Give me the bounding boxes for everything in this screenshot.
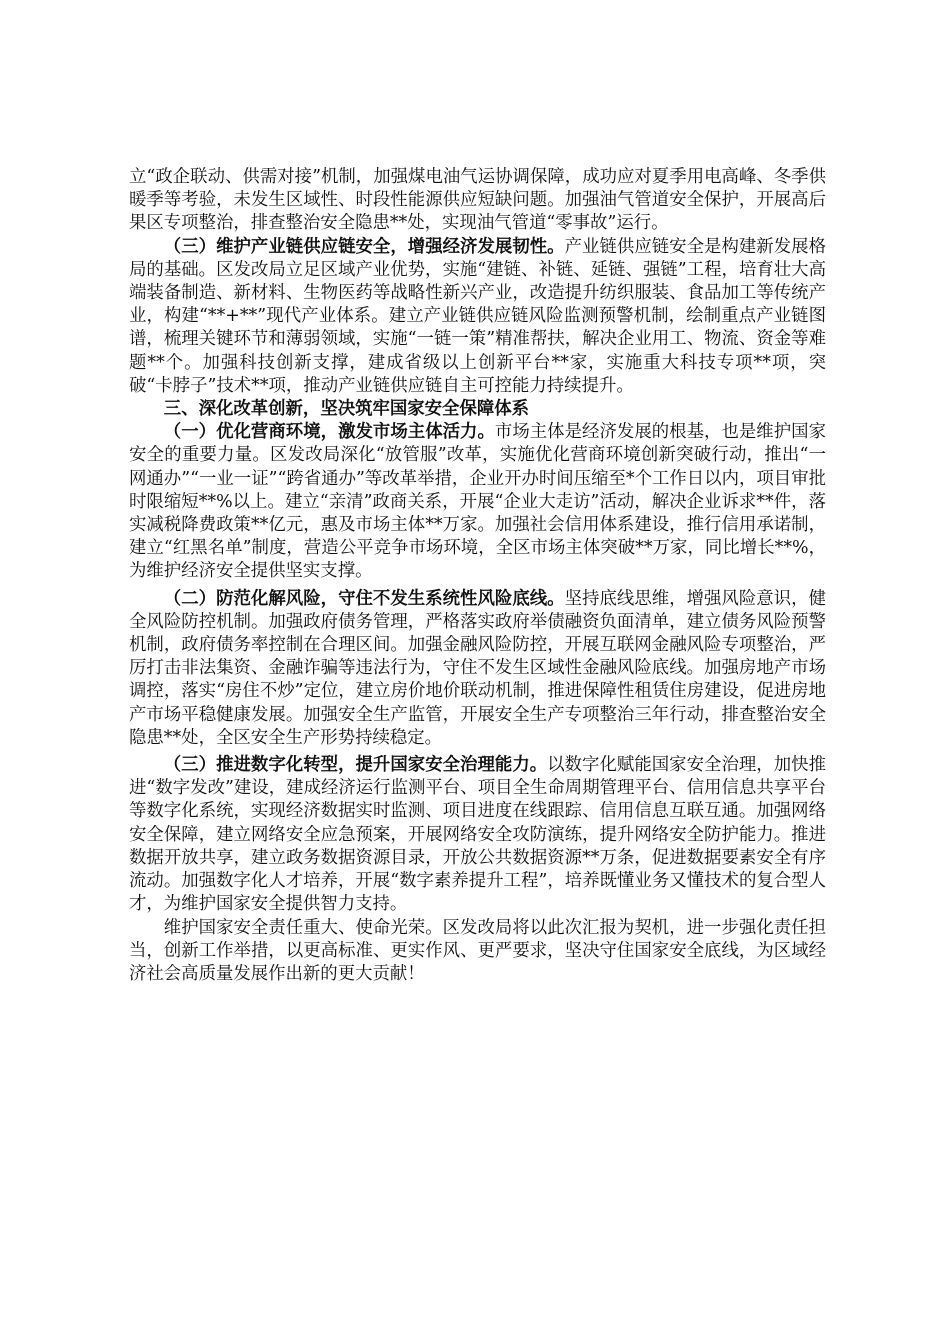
paragraph-text: 维护国家安全责任重大、使命光荣。区发改局将以此次汇报为契机，进一步强化责任担当，创新工作举措，以更高标准、更实作风、更严要求，坚决守住国家安全底线，为区域经济社会高质量发展作出新的更大贡献！ xyxy=(129,917,826,984)
paragraph-industry-chain xyxy=(129,236,826,398)
document-page xyxy=(129,166,826,986)
paragraph-text: 立“政企联动、供需对接”机制，加强煤电油气运协调保障，成功应对夏季用电高峰、冬季供暖季等考验，未发生区域性、时段性能源供应短缺问题。加强油气管道安全保护，开展高后果区专项整治，排查整治安全隐患**处，实现油气管道“零事故”运行。 xyxy=(129,167,826,234)
paragraph-lead-heading: （三）推进数字化转型，提升国家安全治理能力。 xyxy=(163,755,548,776)
paragraph-business-environment xyxy=(129,421,826,583)
paragraph-digital-transformation xyxy=(129,754,826,916)
paragraph-conclusion xyxy=(129,917,826,987)
paragraph-energy-continuation xyxy=(129,166,826,236)
paragraph-lead-heading: （一）优化营商环境，激发市场主体活力。 xyxy=(163,422,495,443)
paragraph-lead-heading: （三）维护产业链供应链安全，增强经济发展韧性。 xyxy=(163,236,565,257)
paragraph-text: 坚持底线思维，增强风险意识，健全风险防控机制。加强政府债务管理，严格落实政府举债融资负面清单，建立债务风险预警机制，政府债务率控制在合理区间。加强金融风险防控，开展互联网金融风险专项整治，严厉打击非法集资、金融诈骗等违法行为，守住不发生区域性金融风险底线。加强房地产市场调控，落实“房住不炒”定位，建立房价地价联动机制，推进保障性租赁住房建设，促进房地产市场平稳健康发展。加强安全生产监管，开展安全生产专项整治三年行动，排查整治安全隐患**处，全区安全生产形势持续稳定。 xyxy=(129,588,826,748)
paragraph-risk-prevention xyxy=(129,588,826,750)
section-heading-three: 三、深化改革创新，坚决筑牢国家安全保障体系 xyxy=(163,399,530,420)
paragraph-lead-heading: （二）防范化解风险，守住不发生系统性风险底线。 xyxy=(163,588,565,609)
paragraph-text: 以数字化赋能国家安全治理，加快推进“数字发改”建设，建成经济运行监测平台、项目全生命周期管理平台、信用信息共享平台等数字化系统，实现经济数据实时监测、项目进度在线跟踪、信用信息互联互通。加强网络安全保障，建立网络安全应急预案，开展网络安全攻防演练，提升网络安全防护能力。推进数据开放共享，建立政务数据资源目录，开放公共数据资源**万条，促进数据要素安全有序流动。加强数字化人才培养，开展“数字素养提升工程”，培养既懂业务又懂技术的复合型人才，为维护国家安全提供智力支持。 xyxy=(129,755,826,915)
paragraph-text: 市场主体是经济发展的根基，也是维护国家安全的重要力量。区发改局深化“放管服”改革，实施优化营商环境创新突破行动，推出“一网通办”“一业一证”“跨省通办”等改革举措，企业开办时间压缩至*个工作日以内，项目审批时限缩短**%以上。建立“亲清”政商关系，开展“企业大走访”活动，解决企业诉求**件，落实减税降费政策**亿元，惠及市场主体**万家。加强社会信用体系建设，推行信用承诺制，建立“红黑名单”制度，营造公平竞争市场环境，全区市场主体突破**万家，同比增长**%，为维护经济安全提供坚实支撑。 xyxy=(129,422,826,582)
paragraph-text: 产业链供应链安全是构建新发展格局的基础。区发改局立足区域产业优势，实施“建链、补链、延链、强链”工程，培育壮大高端装备制造、新材料、生物医药等战略性新兴产业，改造提升纺织服装、食品加工等传统产业，构建“**+**”现代产业体系。建立产业链供应链风险监测预警机制，绘制重点产业链图谱，梳理关键环节和薄弱领域，实施“一链一策”精准帮扶，解决企业用工、物流、资金等难题**个。加强科技创新支撑，建成省级以上创新平台**家，实施重大科技专项**项，突破“卡脖子”技术**项，推动产业链供应链自主可控能力持续提升。 xyxy=(129,236,826,396)
